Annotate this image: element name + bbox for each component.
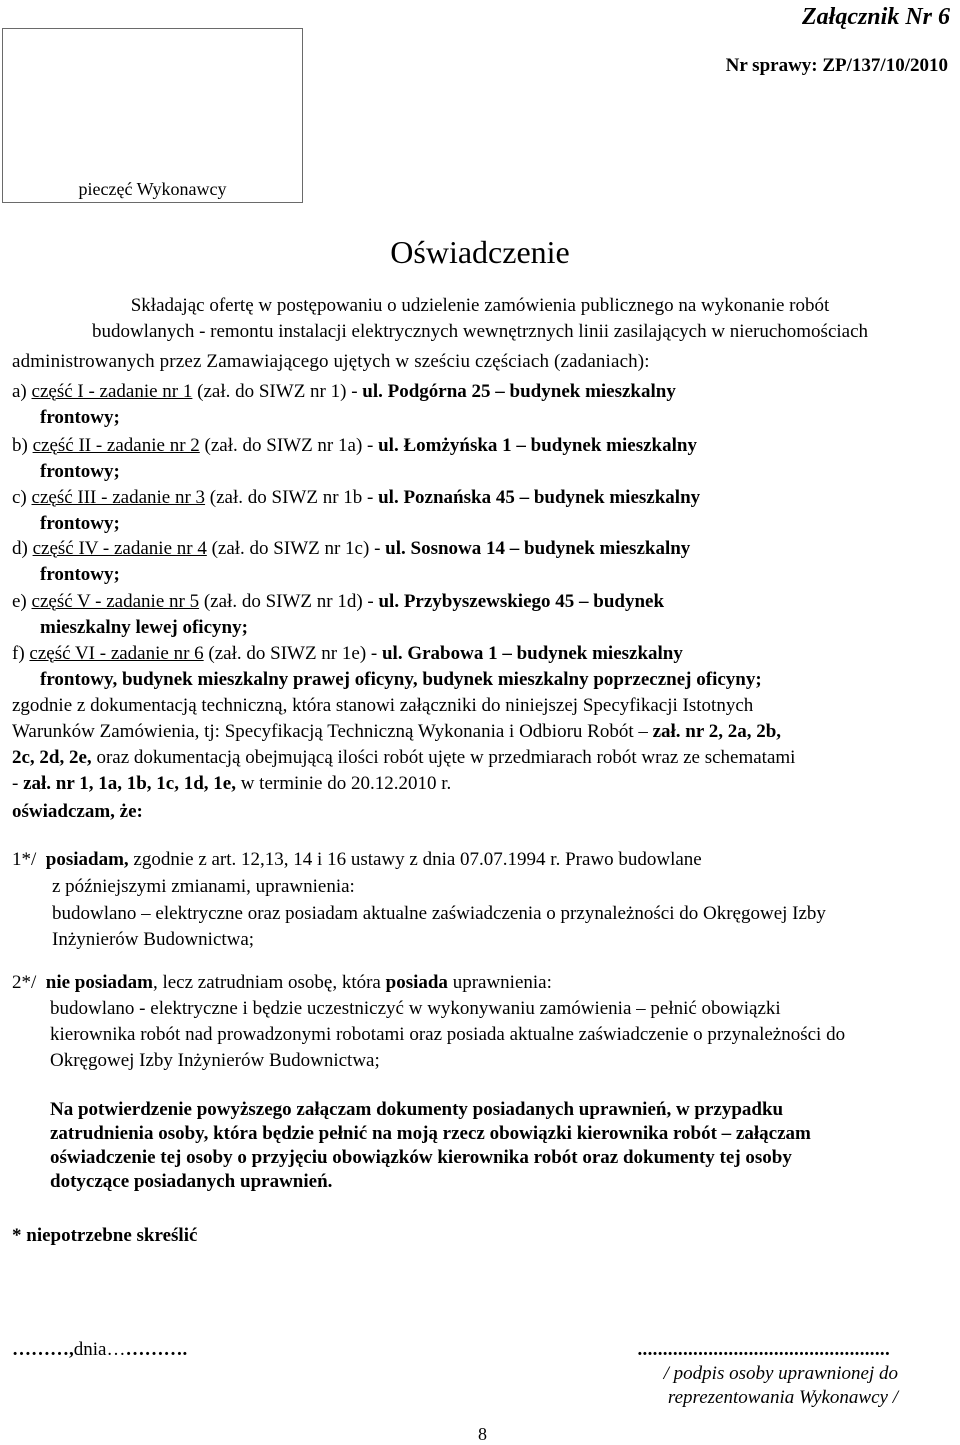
option-text: uprawnienia: <box>447 972 552 993</box>
place-dots: ………, <box>12 1339 74 1360</box>
option-2-line <box>12 971 552 995</box>
list-item-c <box>12 486 700 510</box>
part-label: część II - zadanie nr 2 <box>32 435 200 456</box>
annex-ref: (zał. do SIWZ nr 1a) - <box>199 435 379 456</box>
confirmation-line: oświadczenie tej osoby o przyjęciu obowiązków kierownika robót oraz dokumenty tej osoby <box>50 1147 792 1168</box>
part-label: część III - zadanie nr 3 <box>31 487 206 508</box>
list-item-continuation: mieszkalny lewej oficyny; <box>40 617 248 638</box>
intro-line: administrowanych przez Zamawiającego ujętych w sześciu częściach (zadaniach): <box>12 351 650 372</box>
option-keyword: posiada <box>385 972 448 993</box>
part-label: część I - zadanie nr 1 <box>31 381 193 402</box>
declaration-lead: oświadczam, że: <box>12 801 143 822</box>
list-prefix: b) <box>12 435 33 456</box>
list-item-continuation: frontowy; <box>40 513 120 534</box>
annex-numbers: zał. nr 2, 2a, 2b, <box>652 721 782 742</box>
annex-ref: (zał. do SIWZ nr 1d) - <box>199 591 379 612</box>
option-2-line: kierownika robót nad prowadzonymi robotami oraz posiada aktualne zaświadczenie o przynależności do <box>50 1024 846 1045</box>
case-number: Nr sprawy: ZP/137/10/2010 <box>725 55 948 76</box>
confirmation-line: Na potwierdzenie powyższego załączam dokumenty posiadanych uprawnień, w przypadku <box>50 1099 784 1120</box>
place-date-line <box>12 1338 187 1362</box>
address: ul. Przybyszewskiego 45 – budynek <box>378 591 665 612</box>
list-prefix: c) <box>12 487 32 508</box>
signature-caption: reprezentowania Wykonawcy / <box>667 1387 898 1408</box>
option-1-line <box>12 848 702 872</box>
option-keyword: nie posiadam <box>45 972 153 993</box>
confirmation-line: dotyczące posiadanych uprawnień. <box>50 1171 333 1192</box>
annex-ref: (zał. do SIWZ nr 1c) - <box>206 538 386 559</box>
annex-numbers: 2c, 2d, 2e, <box>12 747 92 768</box>
annex-ref: (zał. do SIWZ nr 1e) - <box>203 643 382 664</box>
list-item-continuation: frontowy, budynek mieszkalny prawej oficyny, budynek mieszkalny poprzecznej oficyny; <box>40 669 762 690</box>
option-2-line: budowlano - elektryczne i będzie uczestniczyć w wykonywaniu zamówienia – pełnić obowiązki <box>50 998 781 1019</box>
list-item-a <box>12 380 676 404</box>
date-label: dnia… <box>73 1339 126 1360</box>
annex-ref: (zał. do SIWZ nr 1) - <box>192 381 363 402</box>
compliance-line <box>12 746 795 770</box>
attachment-title: Załącznik Nr 6 <box>801 4 950 30</box>
list-item-continuation: frontowy; <box>40 564 120 585</box>
deadline-text: w terminie do 20.12.2010 r. <box>235 773 452 794</box>
list-prefix: a) <box>12 381 32 402</box>
list-item-continuation: frontowy; <box>40 407 120 428</box>
confirmation-line: zatrudnienia osoby, która będzie pełnić na moją rzecz obowiązki kierownika robót – załączam <box>50 1123 811 1144</box>
option-text: , lecz zatrudniam osobę, która <box>152 972 386 993</box>
compliance-text: Warunków Zamówienia, tj: Specyfikacją Techniczną Wykonania i Odbioru Robót – <box>12 721 653 742</box>
list-prefix: d) <box>12 538 33 559</box>
intro-line: budowlanych - remontu instalacji elektrycznych wewnętrznych linii zasilających w nieruchomościach <box>91 321 869 342</box>
list-prefix: f) <box>12 643 30 664</box>
list-item-continuation: frontowy; <box>40 461 120 482</box>
contractor-stamp-box <box>2 28 303 203</box>
signature-caption: / podpis osoby uprawnionej do <box>663 1363 898 1384</box>
list-item-b <box>12 434 697 458</box>
part-label: część V - zadanie nr 5 <box>31 591 200 612</box>
list-item-e <box>12 590 664 614</box>
part-label: część IV - zadanie nr 4 <box>32 538 207 559</box>
compliance-line <box>12 772 451 796</box>
compliance-text: - <box>12 773 24 794</box>
footnote: * niepotrzebne skreślić <box>12 1225 198 1246</box>
annex-numbers: zał. nr 1, 1a, 1b, 1c, 1d, 1e, <box>23 773 236 794</box>
address: ul. Podgórna 25 – budynek mieszkalny <box>362 381 676 402</box>
address: ul. Grabowa 1 – budynek mieszkalny <box>381 643 683 664</box>
page-number: 8 <box>478 1424 487 1444</box>
annex-ref: (zał. do SIWZ nr 1b - <box>205 487 379 508</box>
option-number: 1*/ <box>12 849 37 870</box>
list-item-d <box>12 537 690 561</box>
address: ul. Łomżyńska 1 – budynek mieszkalny <box>378 435 697 456</box>
list-prefix: e) <box>12 591 32 612</box>
option-1-line: z późniejszymi zmianami, uprawnienia: <box>52 876 355 897</box>
stamp-label: pieczęć Wykonawcy <box>78 179 227 199</box>
option-keyword: posiadam, <box>45 849 129 870</box>
date-dots: ………. <box>125 1339 188 1360</box>
document-title: Oświadczenie <box>390 234 570 270</box>
intro-line: Składając ofertę w postępowaniu o udzielenie zamówienia publicznego na wykonanie robót <box>130 295 830 316</box>
option-text: zgodnie z art. 12,13, 14 i 16 ustawy z dnia 07.07.1994 r. Prawo budowlane <box>128 849 702 870</box>
address: ul. Sosnowa 14 – budynek mieszkalny <box>385 538 691 559</box>
compliance-line <box>12 720 781 744</box>
option-1-line: Inżynierów Budownictwa; <box>52 929 255 950</box>
list-item-f <box>12 642 683 666</box>
option-1-line: budowlano – elektryczne oraz posiadam aktualne zaświadczenia o przynależności do Okręgowej Izby <box>52 903 826 924</box>
option-number: 2*/ <box>12 972 37 993</box>
compliance-line: zgodnie z dokumentacją techniczną, która stanowi załączniki do niniejszej Specyfikacji Istotnych <box>12 695 754 716</box>
address: ul. Poznańska 45 – budynek mieszkalny <box>378 487 701 508</box>
option-2-line: Okręgowej Izby Inżynierów Budownictwa; <box>50 1050 380 1071</box>
part-label: część VI - zadanie nr 6 <box>29 643 204 664</box>
compliance-text: oraz dokumentacją obejmującą ilości robót ujęte w przedmiarach robót wraz ze schematami <box>91 747 796 768</box>
signature-dots: .................................................. <box>637 1339 890 1360</box>
